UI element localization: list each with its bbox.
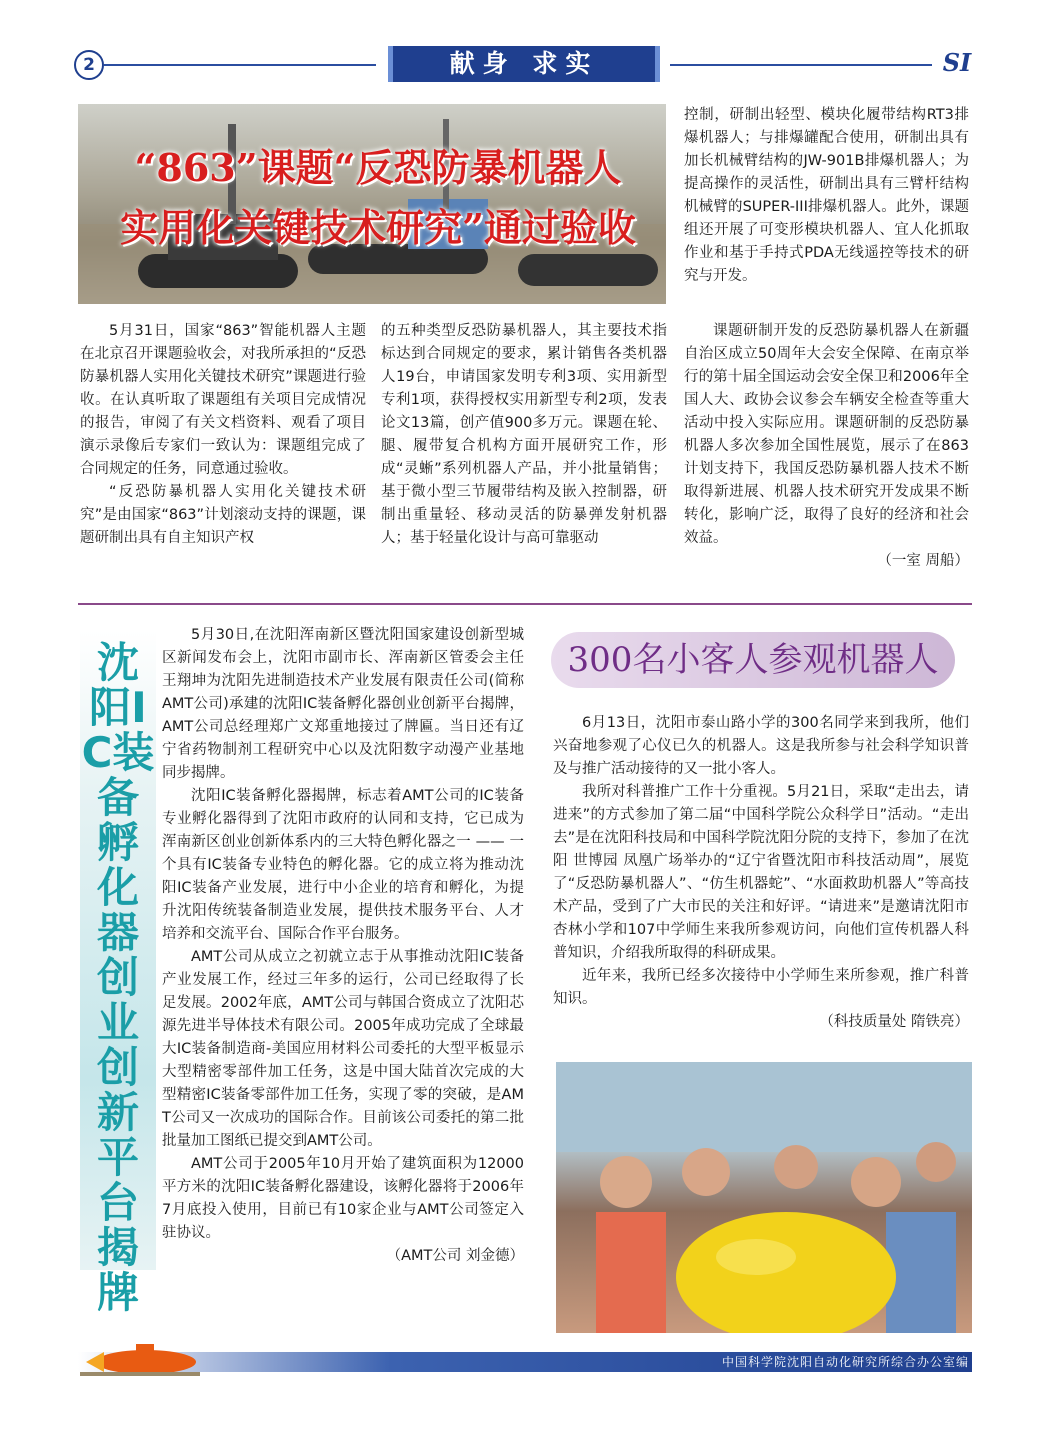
footer-text: 中国科学院沈阳自动化研究所综合办公室编: [721, 1355, 969, 1369]
article2-side-title: 沈阳IC装备孵化器创业创新平台揭牌: [81, 638, 155, 1317]
article3-para2: 我所对科普推广工作十分重视。5月21日，采取“走出去，请进来”的方式参加了第二届“中国科学院公众科学日”活动。“走出去”是在沈阳科技局和中国科学院沈阳分院的支持下，参加了在沈阳 世博园 凤凰广场举办的“辽宁省暨沈阳市科技活动周”，展览了“反恐防暴机器人”、“仿生机器蛇”、“水面救助机器人”等高技术产品，受到了广大市民的关注和好评。“请进来”是邀请沈阳市杏林小学和107中学师生来我所参观访问，向他们宣传机器人科普知识，介绍我所取得的科研成果。: [553, 784, 969, 961]
article3-title: 300名小客人参观机器人: [551, 632, 955, 688]
institute-logo: SI: [942, 48, 972, 77]
article1-column2: [381, 320, 667, 550]
article1-column3-bottom: [684, 320, 969, 573]
article3-para3: 近年来，我所已经多次接待中小学师生来所参观，推广科普知识。: [553, 968, 969, 1007]
article1-column3-top: [684, 104, 969, 288]
page-number: 2: [74, 50, 104, 80]
article1-column1: [80, 320, 366, 550]
article2-side-title-panel: [80, 630, 156, 1317]
article1-title-line2: 实用化关键技术研究”通过验收: [120, 205, 636, 250]
article2-para3: AMT公司从成立之初就立志于从事推动沈阳IC装备产业发展工作，经过三年多的运行，公司已经取得了长足发展。2002年底，AMT公司与韩国合资成立了沈阳芯源先进半导体技术有限公司。2005年成功完成了全球最大IC装备制造商-美国应用材料公司委托的大型平板显示大型精密零部件加工任务，这是中国大陆首次完成的大型精密IC装备零部件加工任务，实现了零的突破，是AMT公司又一次成功的国际合作。目前该公司委托的第二批批量加工图纸已提交到AMT公司。: [162, 949, 524, 1149]
article1-col2-text: 的五种类型反恐防暴机器人，其主要技术指标达到合同规定的要求，累计销售各类机器人19台，申请国家发明专利3项、实用新型专利1项，获得授权实用新型专利2项，发表论文13篇，创产值900多万元。课题在轮、腿、履带复合机构方面开展研究工作，形成“灵蜥”系列机器人产品，并小批量销售；基于微小型三节履带结构及嵌入控制器，研制出重量轻、移动灵活的防暴弹发射机器人；基于轻量化设计与高可靠驱动: [381, 323, 667, 546]
article1-author: （一室 周船）: [877, 553, 969, 569]
article2-para4: AMT公司于2005年10月开始了建筑面积为12000平方米的沈阳IC装备孵化器建设，该孵化器将于2006年7月底投入使用，目前已有10家企业与AMT公司签定入驻协议。: [162, 1156, 524, 1241]
article3-body: [553, 712, 969, 1034]
article1-title-line1: “863”课题“反恐防暴机器人: [134, 145, 622, 190]
article1-col3-top-text: 控制，研制出轻型、模块化履带结构RT3排爆机器人；与排爆罐配合使用，研制出具有加长机械臂结构的JW-901B排爆机器人；为提高操作的灵活性，研制出具有三臂杆结构机械臂的SUPER-III排爆机器人。此外，课题组还开展了可变形模块机器人、宜人化抓取作业和基于手持式PDA无线遥控等技术的研究与开发。: [684, 107, 969, 284]
article3-author: （科技质量处 隋铁亮）: [819, 1014, 969, 1030]
article2-body: [162, 624, 524, 1268]
article1-col1-para2: “反恐防暴机器人实用化关键技术研究”是由国家“863”计划滚动支持的课题，课题研制出具有自主知识产权: [80, 484, 366, 546]
section-divider: [78, 603, 972, 605]
children-visit-photo: [556, 1062, 972, 1333]
page-header: [0, 0, 1049, 100]
submarine-icon: [76, 1340, 206, 1380]
header-rule-right: [670, 64, 932, 66]
article1-col3-bottom-text: 课题研制开发的反恐防暴机器人在新疆自治区成立50周年大会安全保障、在南京举行的第十届全国运动会安全保卫和2006年全国人大、政协会议参会车辆安全检查等重大活动中投入实际应用。课题研制的反恐防暴机器人多次参加全国性展览，展示了在863计划支持下，我国反恐防暴机器人技术不断取得新进展、机器人技术研究开发成果不断转化，影响广泛，取得了良好的经济和社会效益。: [684, 323, 969, 546]
article2-para1: 5月30日,在沈阳浑南新区暨沈阳国家建设创新型城区新闻发布会上，沈阳市副市长、浑南新区管委会主任王翔坤为沈阳先进制造技术产业发展有限责任公司(简称AMT公司)承建的沈阳IC装备孵化器创业创新平台揭牌，AMT公司总经理郑广文郑重地接过了牌匾。当日还有辽宁省药物制剂工程研究中心以及沈阳数字动漫产业基地同步揭牌。: [162, 627, 524, 781]
article2-para2: 沈阳IC装备孵化器揭牌，标志着AMT公司的IC装备专业孵化器得到了沈阳市政府的认同和支持，它已成为浑南新区创业创新体系内的三大特色孵化器之一 —— 一个具有IC装备专业特色的孵化器。它的成立将为推动沈阳IC装备产业发展，进行中小企业的培育和孵化，为提升沈阳传统装备制造业发展，提供技术服务平台、人才培养和交流平台、国际合作平台服务。: [162, 788, 524, 942]
robot-photo: [78, 104, 666, 304]
masthead: 献身 求实: [388, 46, 660, 82]
header-rule-left: [104, 64, 376, 66]
article2-author: （AMT公司 刘金德）: [386, 1248, 524, 1264]
article1-col1-para1: 5月31日，国家“863”智能机器人主题在北京召开课题验收会，对我所承担的“反恐防暴机器人实用化关键技术研究”课题进行验收。在认真听取了课题组有关项目完成情况的报告，审阅了有关文档资料、观看了项目演示录像后专家们一致认为：课题组完成了合同规定的任务，同意通过验收。: [80, 323, 366, 477]
children-photo-illustration: [556, 1062, 972, 1333]
article3-para1: 6月13日，沈阳市泰山路小学的300名同学来到我所，他们兴奋地参观了心仪已久的机器人。这是我所参与社会科学知识普及与推广活动接待的又一批小客人。: [553, 715, 969, 777]
